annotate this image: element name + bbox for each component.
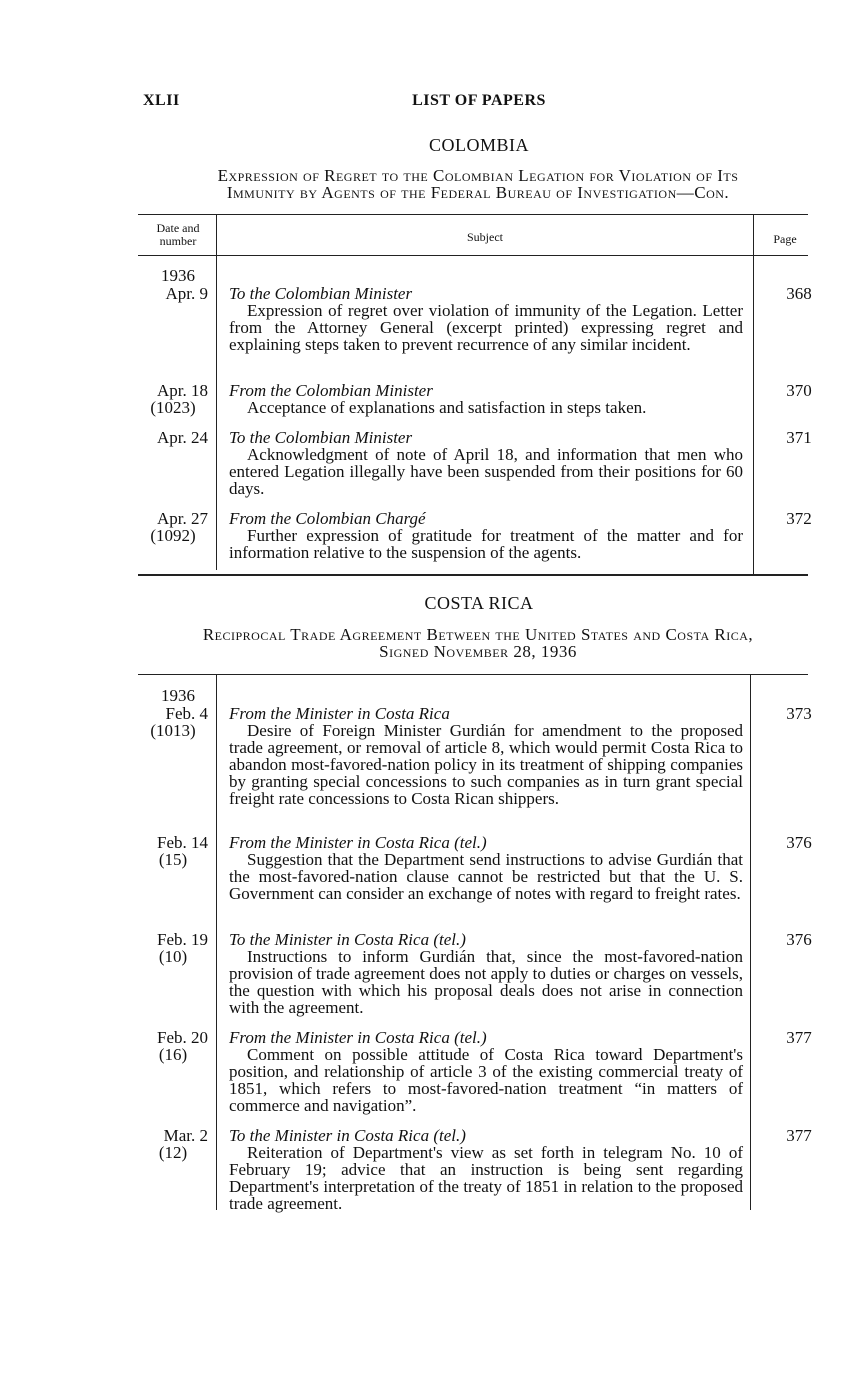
entry-number: (12): [158, 1143, 188, 1162]
column-divider-right: [750, 675, 751, 1210]
entry-number: (15): [158, 850, 188, 869]
entry-page: 377: [786, 1028, 812, 1047]
section-title-costa-rica-line2: Signed November 28, 1936: [379, 642, 577, 661]
entry-title: To the Colombian Minister: [229, 428, 413, 447]
entry-description: Expression of regret over violation of immunity of the Legation. Letter from the Attorney General (excerpt printed) expressing regret and explaining steps taken to prevent recurrence of any similar incident.: [229, 301, 743, 354]
entry-title: From the Colombian Minister: [229, 381, 433, 400]
entry-title: From the Minister in Costa Rica (tel.): [229, 1028, 487, 1047]
entry-subject: [229, 931, 743, 1016]
page-header: [143, 92, 815, 114]
entry-number: (1023): [150, 398, 196, 417]
entry-title: To the Minister in Costa Rica (tel.): [229, 1126, 466, 1145]
table-bottom-rule: [138, 574, 808, 576]
entry-date: Apr. 27: [157, 509, 208, 528]
country-heading-colombia: COLOMBIA: [428, 135, 529, 155]
column-header-rule: [138, 255, 808, 256]
page-number: XLII: [143, 92, 180, 109]
entry-date: Feb. 20: [157, 1028, 208, 1047]
entry-number: (16): [158, 1045, 188, 1064]
table-top-rule: [138, 214, 808, 215]
entry-page: 371: [786, 428, 812, 447]
entry-subject: [229, 1029, 743, 1114]
entry-page: 376: [786, 833, 812, 852]
entry-subject: [229, 1127, 743, 1212]
entry-page: 373: [786, 704, 812, 723]
entry-subject: [229, 429, 743, 497]
entry-date: Mar. 2: [163, 1126, 208, 1145]
country-heading-costa-rica: COSTA RICA: [424, 593, 534, 613]
column-header-date: Date and number: [156, 221, 200, 248]
section-title-costa-rica-line1: Reciprocal Trade Agreement Between the United States and Costa Rica,: [202, 625, 754, 644]
entry-number: (10): [158, 947, 188, 966]
table-top-rule: [138, 674, 808, 675]
entry-description: Desire of Foreign Minister Gurdián for amendment to the proposed trade agreement, or removal of article 8, which would permit Costa Rica to abandon most-favored-nation policy in its treatment of shipping companies by granting special concessions to such companies as in turn grant special freight rate concessions to Costa Rican shippers.: [229, 721, 743, 808]
column-divider-left: [216, 675, 217, 1210]
entry-date: Apr. 24: [157, 428, 208, 447]
entry-title: From the Colombian Chargé: [229, 509, 426, 528]
entry-page: 377: [786, 1126, 812, 1145]
entry-number: (1092): [150, 526, 196, 545]
entry-description: Acceptance of explanations and satisfaction in steps taken.: [247, 398, 647, 417]
year-label: 1936: [161, 686, 195, 705]
entry-title: To the Minister in Costa Rica (tel.): [229, 930, 466, 949]
entry-date: Apr. 18: [157, 381, 208, 400]
entry-date: Feb. 19: [157, 930, 208, 949]
entry-description: Instructions to inform Gurdián that, since the most-favored-nation provision of trade agreement does not apply to duties or charges on vessels, the question with which his proposal deals does not arise in connection with the agreement.: [229, 947, 743, 1017]
entry-page: 372: [786, 509, 812, 528]
year-label: 1936: [161, 266, 195, 285]
entry-subject: [229, 285, 743, 353]
entry-date: Apr. 9: [165, 284, 208, 303]
entry-date: Feb. 14: [157, 833, 208, 852]
entry-description: Further expression of gratitude for treatment of the matter and for information relative to the suspension of the agents.: [229, 526, 743, 562]
entry-page: 368: [786, 284, 812, 303]
entry-title: To the Colombian Minister: [229, 284, 413, 303]
section-title-colombia-line1: Expression of Regret to the Colombian Legation for Violation of Its: [217, 166, 739, 185]
entry-number: (1013): [150, 721, 196, 740]
entry-subject: [229, 834, 743, 902]
entry-description: Reiteration of Department's view as set forth in telegram No. 10 of February 19; advice that an instruction is being sent regarding Department's interpretation of the treaty of 1851 in relation to the proposed trade agreement.: [229, 1143, 743, 1213]
entry-description: Suggestion that the Department send instructions to advise Gurdián that the most-favored-nation clause cannot be restricted but that the U. S. Government can consider an exchange of notes with regard to freight rates.: [229, 850, 743, 903]
column-header-subject: Subject: [467, 230, 503, 244]
column-header-page: Page: [773, 232, 797, 246]
entry-title: From the Minister in Costa Rica (tel.): [229, 833, 487, 852]
entry-subject: [229, 705, 743, 807]
column-divider-right: [753, 215, 754, 575]
running-head: LIST OF PAPERS: [412, 92, 546, 109]
entry-subject: [229, 382, 743, 416]
entry-date: Feb. 4: [165, 704, 208, 723]
entry-description: Acknowledgment of note of April 18, and information that men who entered Legation illegally have been suspended from their positions for 60 days.: [229, 445, 743, 498]
section-title-colombia-line2: Immunity by Agents of the Federal Bureau of Investigation—Con.: [226, 183, 730, 202]
entry-title: From the Minister in Costa Rica: [229, 704, 450, 723]
entry-page: 370: [786, 381, 812, 400]
entry-page: 376: [786, 930, 812, 949]
column-divider-left: [216, 215, 217, 570]
entry-subject: [229, 510, 743, 561]
entry-description: Comment on possible attitude of Costa Rica toward Department's position, and relationship of article 3 of the existing commercial treaty of 1851, which refers to most-favored-nation treatment “in matters of commerce and navigation”.: [229, 1045, 743, 1115]
